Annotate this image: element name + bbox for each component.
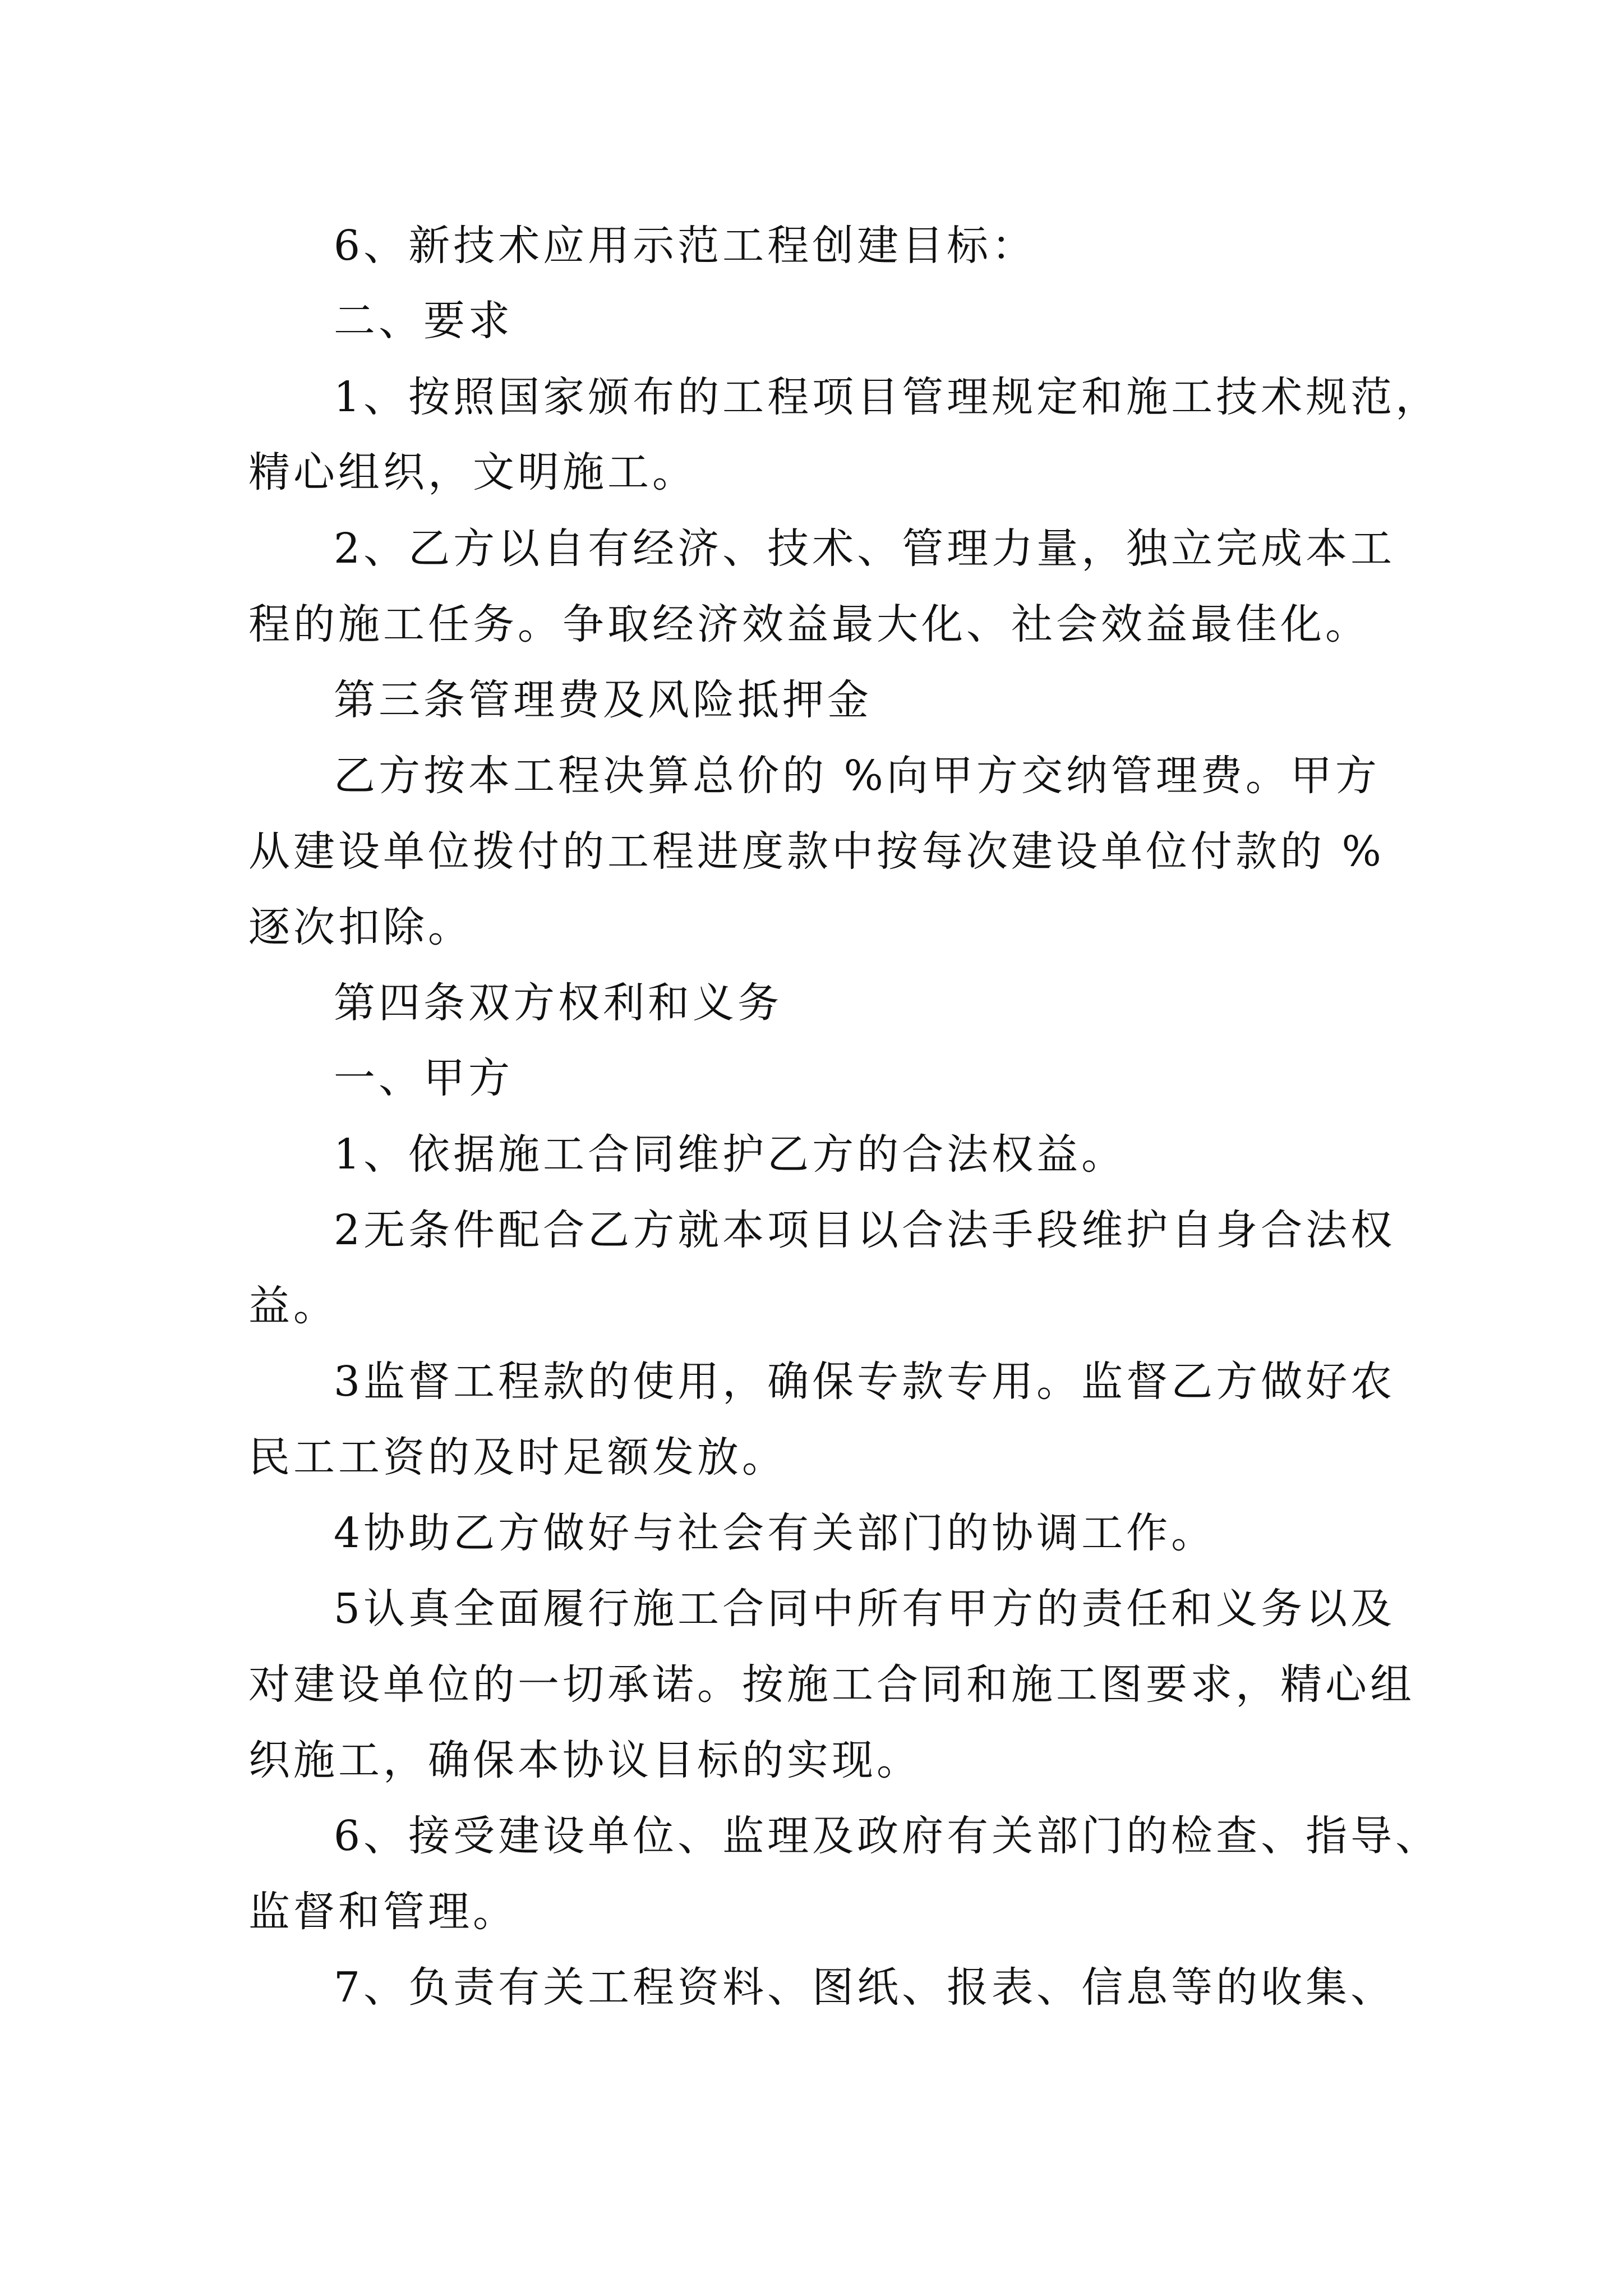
- text-line: 2、乙方以自有经济、技术、管理力量，独立完成本工: [334, 524, 1396, 573]
- text-line: 一、甲方: [334, 1054, 513, 1102]
- text-line: 7、负责有关工程资料、图纸、报表、信息等的收集、: [334, 1963, 1396, 2012]
- text-line: 3监督工程款的使用，确保专款专用。监督乙方做好农: [334, 1358, 1396, 1406]
- text-line: 逐次扣除。: [248, 903, 473, 951]
- text-line: 1、按照国家颁布的工程项目管理规定和施工技术规范，: [334, 373, 1441, 421]
- text-line: 民工工资的及时足额发放。: [248, 1433, 787, 1481]
- text-line: 织施工，确保本协议目标的实现。: [248, 1736, 921, 1784]
- text-line: 从建设单位拨付的工程进度款中按每次建设单位付款的 %: [248, 827, 1385, 876]
- text-line: 益。: [248, 1282, 338, 1330]
- text-line: 程的施工任务。争取经济效益最大化、社会效益最佳化。: [248, 600, 1370, 648]
- text-line: 精心组织，文明施工。: [248, 448, 697, 496]
- text-line: 6、接受建设单位、监理及政府有关部门的检查、指导、: [334, 1812, 1441, 1860]
- text-line: 监督和管理。: [248, 1888, 518, 1936]
- text-line: 4协助乙方做好与社会有关部门的协调工作。: [334, 1509, 1216, 1557]
- text-line: 对建设单位的一切承诺。按施工合同和施工图要求，精心组: [248, 1660, 1415, 1709]
- text-line: 二、要求: [334, 297, 513, 345]
- text-line: 2无条件配合乙方就本项目以合法手段维护自身合法权: [334, 1206, 1396, 1254]
- text-line: 5认真全面履行施工合同中所有甲方的责任和义务以及: [334, 1585, 1396, 1633]
- text-line: 第三条管理费及风险抵押金: [334, 676, 872, 724]
- text-line: 1、依据施工合同维护乙方的合法权益。: [334, 1130, 1127, 1179]
- text-line: 6、新技术应用示范工程创建目标：: [334, 222, 1037, 270]
- text-line: 乙方按本工程决算总价的 %向甲方交纳管理费。甲方: [334, 752, 1380, 800]
- text-line: 第四条双方权利和义务: [334, 979, 782, 1027]
